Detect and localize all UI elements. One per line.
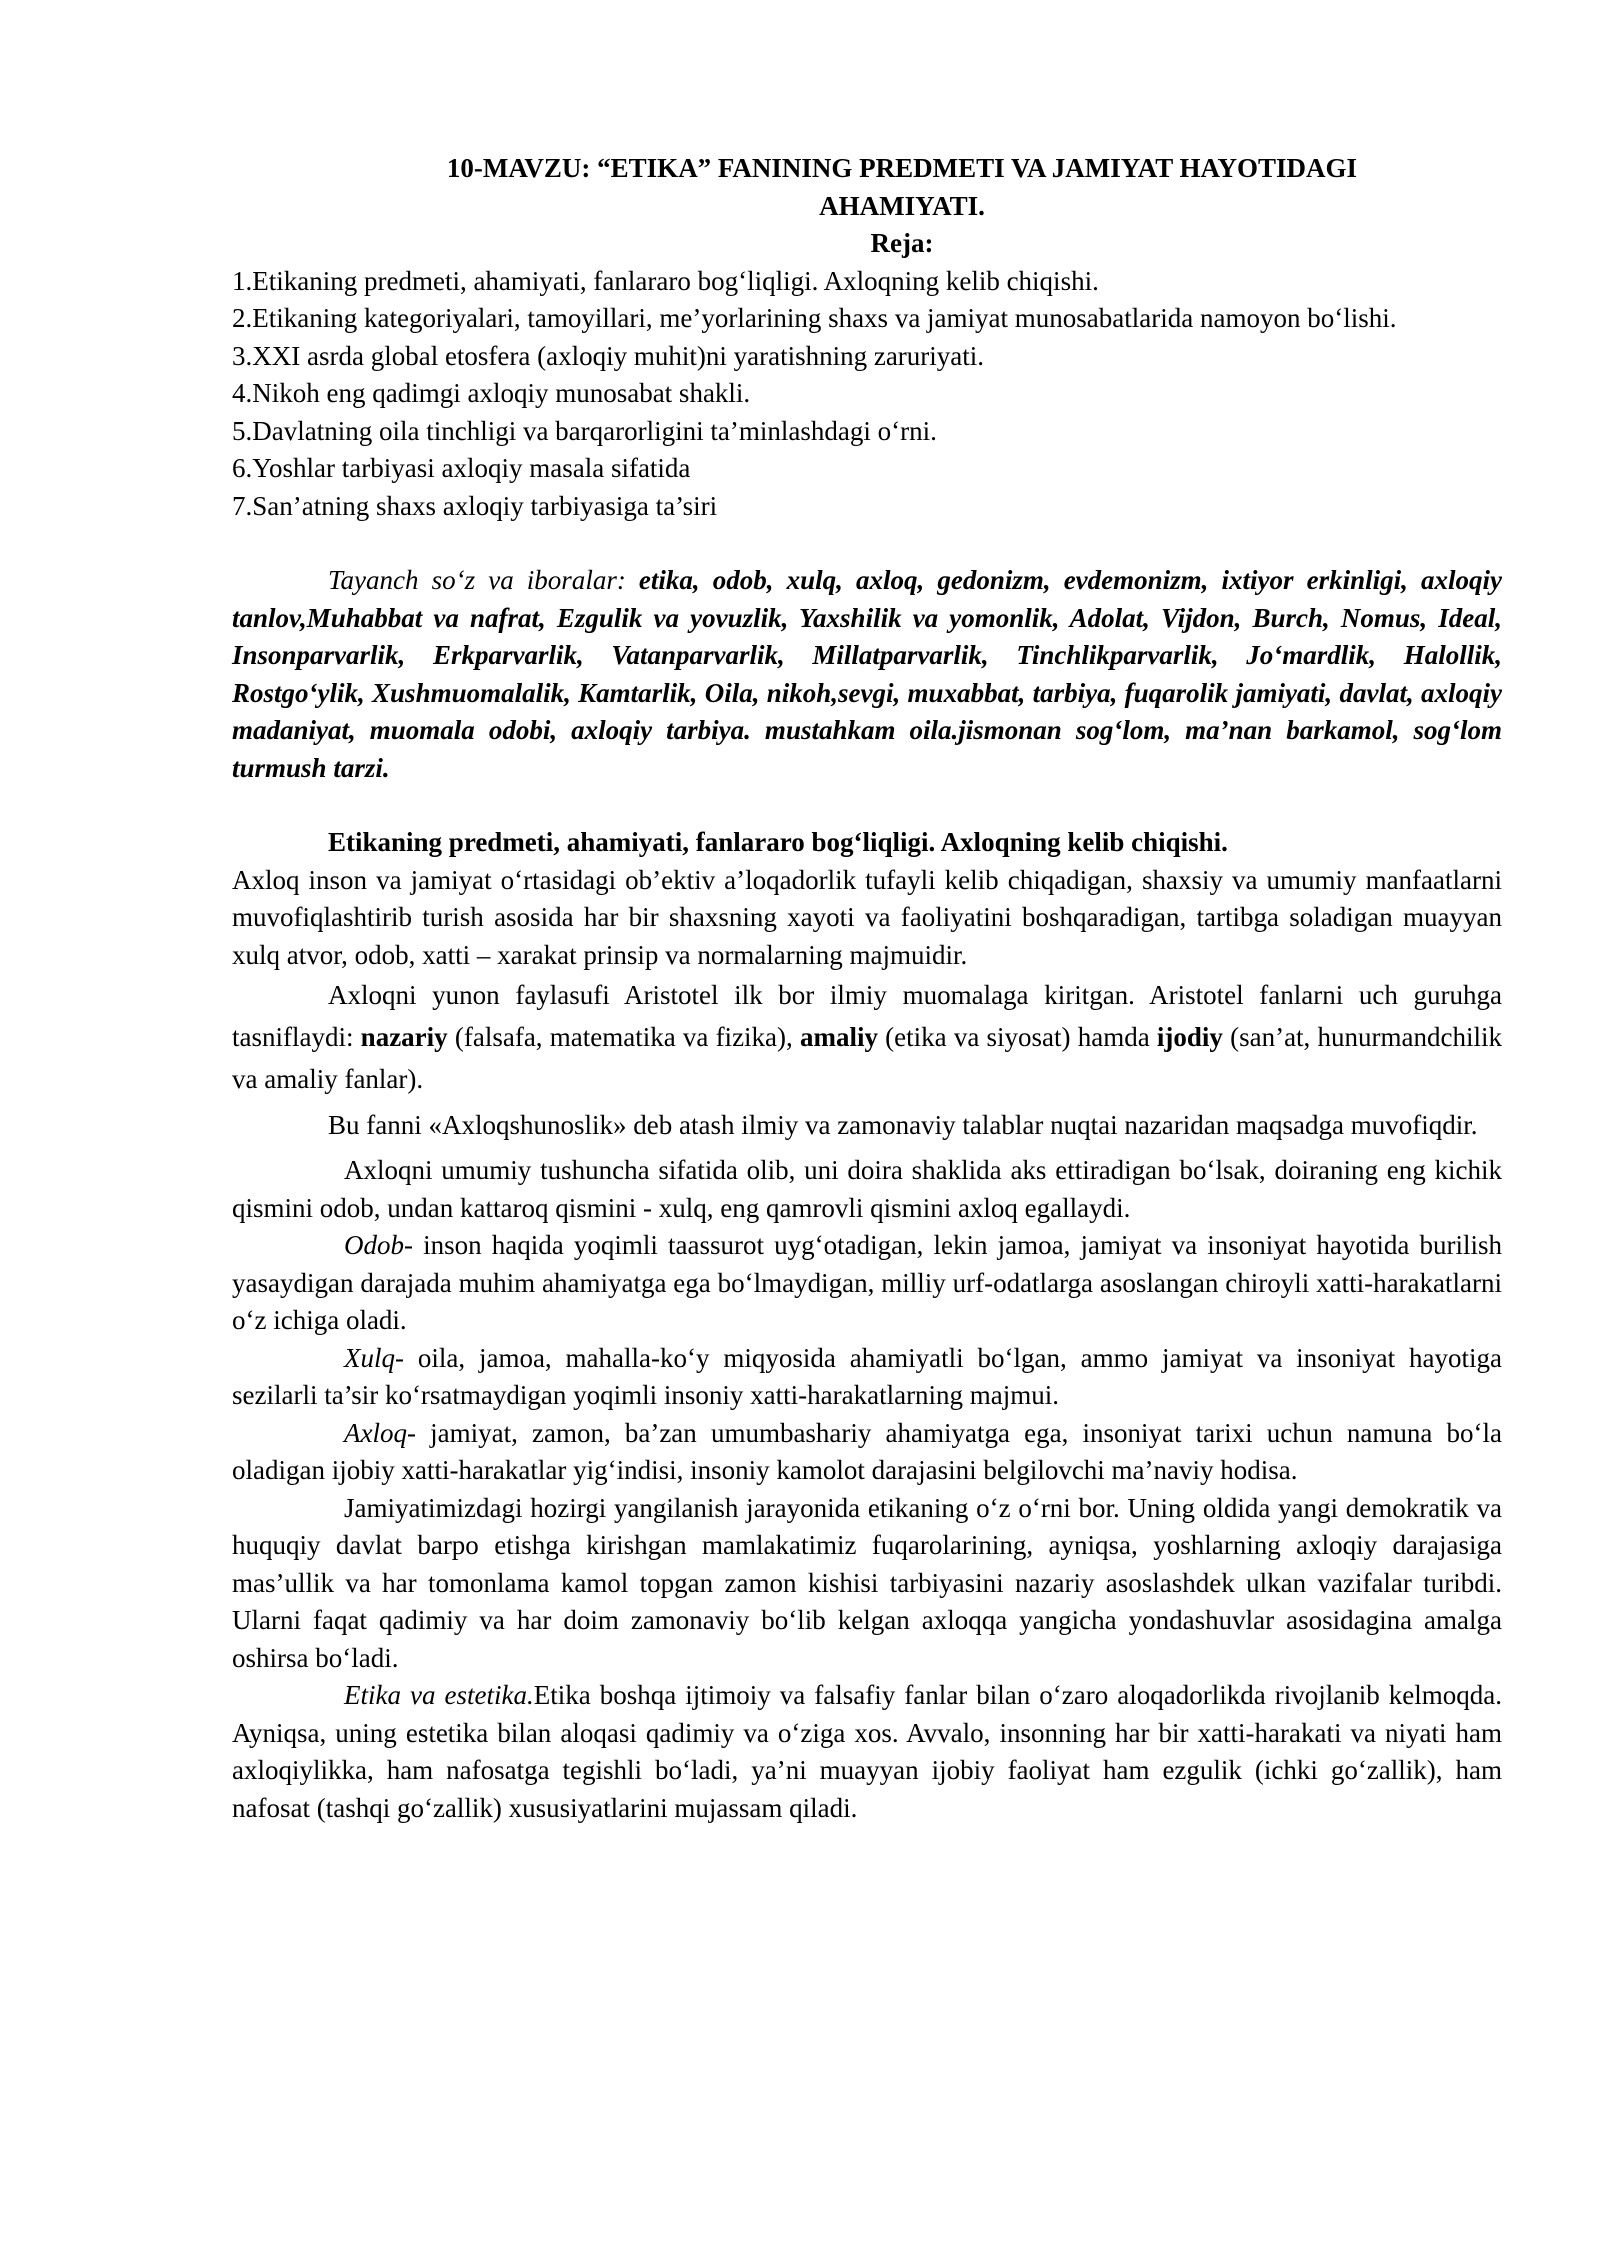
term-ijodiy: ijodiy (1156, 1022, 1223, 1052)
term-amaliy: amaliy (799, 1022, 878, 1052)
keywords-list: etika, odob, xulq, axloq, gedonizm, evdemonizm, ixtiyor erkinligi, axloqiy tanlov,Muhabbat va nafrat, Ezgulik va yovuzlik, Yaxshilik va yomonlik, Adolat, Vijdon, Burch, Nomus, Ideal, Insonparvarlik, Erkparvarlik, Vatanparvarlik, Millatparvarlik, Tinchlikparvarlik, Jo‘mardlik, Halollik, Rostgo‘ylik, Xushmuomalalik, Kamtarlik, Oila, nikoh,sevgi, muxabbat, tarbiya, fuqarolik jamiyati, davlat, axloqiy madaniyat, muomala odobi, axloqiy tarbiya. mustahkam oila.jismonan sog‘lom, ma’nan barkamol, sog‘lom turmush tarzi. (232, 565, 1502, 783)
term-odob: Odob (344, 1230, 404, 1260)
paragraph-8: Jamiyatimizdagi hozirgi yangilanish jarayonida etikaning o‘z o‘rni bor. Uning oldida yangi demokratik va huquqiy davlat barpo etishga kirishgan mamlakatimiz fuqarolarining, ayniqsa, yoshlarning axloqiy darajasiga mas’ullik va har tomonlama kamol topgan zamon kishisi tarbiyasini nazariy asoslashdek ulkan vazifalar turibdi. Ularni faqat qadimiy va har doim zamonaviy bo‘lib kelgan axloqqa yangicha yondashuvlar asosidagina amalga oshirsa bo‘ladi. (232, 1492, 1502, 1673)
document-title (232, 150, 1502, 263)
keywords-label: Tayanch so‘z va iboralar: (328, 565, 626, 595)
text-span: (falsafa, matematika va fizika), (447, 1022, 800, 1052)
plan-heading: Reja: (870, 228, 934, 258)
paragraph-odob (232, 1227, 1502, 1340)
term-xulq: Xulq (344, 1342, 395, 1373)
definition-odob: - inson haqida yoqimli taassurot uyg‘otadigan, lekin jamoa, jamiyat va insoniyat hayotida burilish yasaydigan darajada muhim ahamiyatga ega bo‘lmaydigan, milliy urf-odatlarga asoslangan chiroyli xatti-harakatlarni o‘z ichiga oladi. (232, 1230, 1502, 1335)
document-page (232, 150, 1502, 1827)
plan-item: 7.San’atning shaxs axloqiy tarbiyasiga ta’siri (232, 490, 718, 521)
definition-xulq: - oila, jamoa, mahalla-ko‘y miqyosida ahamiyatli bo‘lgan, ammo jamiyat va insoniyat hayotiga sezilarli ta’sir ko‘rsatmaydigan yoqimli insoniy xatti-harakatlarning majmui. (232, 1342, 1502, 1410)
title-line-1: 10-MAVZU: “ETIKA” FANINING PREDMETI VA JAMIYAT HAYOTIDAGI (446, 153, 1358, 183)
plan-item: 2.Etikaning kategoriyalari, tamoyillari, me’yorlarining shaxs va jamiyat munosabatlarida namoyon bo‘lishi. (232, 303, 1397, 333)
definition-axloq: - jamiyat, zamon, ba’zan umumbashariy ahamiyatga ega, insoniyat tarixi uchun namuna bo‘la oladigan ijobiy xatti-harakatlar yig‘indisi, insoniy kamolot darajasini belgilovchi ma’naviy hodisa. (232, 1417, 1502, 1485)
plan-item: 3.XXI asrda global etosfera (axloqiy muhit)ni yaratishning zaruriyati. (232, 340, 985, 371)
title-line-2: AHAMIYATI. (819, 190, 985, 221)
paragraph-axloq (232, 1415, 1502, 1490)
paragraph-4: Axloqni umumiy tushuncha sifatida olib, uni doira shaklida aks ettiradigan bo‘lsak, doiraning eng kichik qismini odob, undan kattaroq qismini - xulq, eng qamrovli qismini axloq egallaydi. (232, 1155, 1502, 1223)
plan-item: 1.Etikaning predmeti, ahamiyati, fanlararo bog‘liqligi. Axloqning kelib chiqishi. (232, 265, 1099, 296)
term-nazariy: nazariy (360, 1022, 448, 1052)
keywords-paragraph (232, 562, 1502, 787)
plan-item: 5.Davlatning oila tinchligi va barqarorligini ta’minlashdagi o‘rni. (232, 415, 937, 446)
text-span: (etika va siyosat) hamda (877, 1022, 1157, 1052)
term-etika-estetika: Etika va estetika. (344, 1680, 534, 1710)
term-axloq: Axloq (344, 1417, 407, 1448)
text-span: (san’at, hunurmandchilik va amaliy fanlar). (232, 1022, 1502, 1094)
paragraph-1: Axloq inson va jamiyat o‘rtasidagi ob’ektiv a’loqadorlik tufayli kelib chiqadigan, shaxsiy va umumiy manfaatlarni muvofiqlashtirib turish asosida har bir shaxsning xayoti va faoliyatini boshqaradigan, tartibga soladigan muayyan xulq atvor, odob, xatti – xarakat prinsip va normalarning majmuidir. (232, 864, 1502, 970)
paragraph-2 (232, 974, 1502, 1100)
text-span: Axloqni yunon faylasufi Aristotel ilk bor ilmiy muomalaga kiritgan. Aristotel fanlarni uch guruhga tasniflaydi: (232, 980, 1502, 1052)
plan-item: 6.Yoshlar tarbiyasi axloqiy masala sifatida (232, 453, 691, 483)
section-heading: Etikaning predmeti, ahamiyati, fanlararo bog‘liqligi. Axloqning kelib chiqishi. (328, 827, 1228, 857)
paragraph-3: Bu fanni «Axloqshunoslik» deb atash ilmiy va zamonaviy talablar nuqtai nazaridan maqsadga muvofiqdir. (328, 1110, 1478, 1140)
paragraph-etika-estetika (232, 1677, 1502, 1827)
plan-item: 4.Nikoh eng qadimgi axloqiy munosabat shakli. (232, 378, 751, 408)
paragraph-xulq (232, 1340, 1502, 1415)
paragraph-9-text: Etika boshqa ijtimoiy va falsafiy fanlar bilan o‘zaro aloqadorlikda rivojlanib kelmoqda. Ayniqsa, uning estetika bilan aloqasi qadimiy va o‘ziga xos. Avvalo, insonning har bir xatti-harakati va niyati ham axloqiylikka, ham nafosatga tegishli bo‘ladi, ya’ni muayyan ijobiy faoliyat ham ezgulik (ichki go‘zallik), ham nafosat (tashqi go‘zallik) xususiyatlarini mujassam qiladi. (232, 1680, 1502, 1823)
plan-list (232, 263, 1502, 526)
